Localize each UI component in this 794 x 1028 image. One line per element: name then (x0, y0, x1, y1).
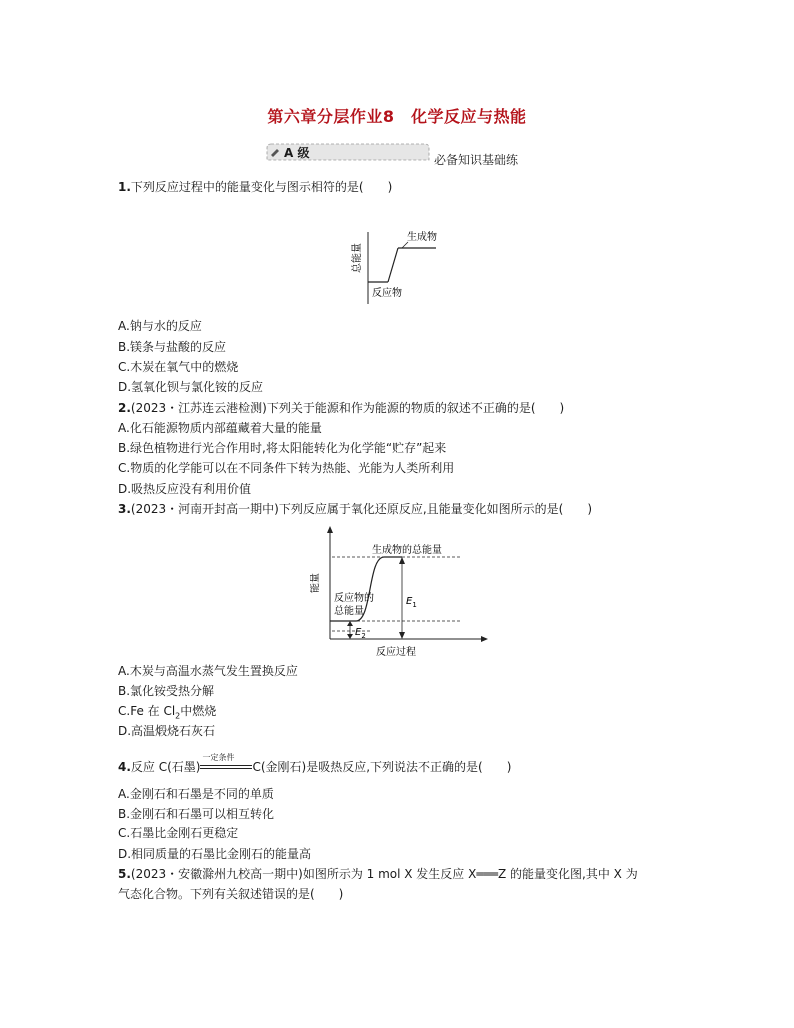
q3-option-b: B.氯化铵受热分解 (118, 684, 215, 698)
question-2 (118, 400, 564, 416)
question-number: 1. (118, 180, 131, 194)
question-stem: 下列反应过程中的能量变化与图示相符的是( ) (130, 180, 393, 194)
x-axis-label: 反应过程 (376, 647, 416, 658)
question-stem: (2023・河南开封高一期中)下列反应属于氧化还原反应,且能量变化如图所示的是( ) (130, 502, 593, 516)
q1-option-b: B.镁条与盐酸的反应 (118, 340, 227, 354)
q3-energy-diagram (310, 525, 490, 661)
y-axis-label: 总能量 (352, 243, 363, 273)
question-stem: (2023・江苏连云港检测)下列关于能源和作为能源的物质的叙述不正确的是( ) (130, 401, 565, 415)
y-axis-label: 能量 (310, 573, 321, 593)
condition-label: 一定条件 (202, 753, 235, 762)
question-3 (118, 501, 592, 517)
question-number: 2. (118, 401, 131, 415)
level-label: A 级 (284, 146, 310, 160)
q4-option-b: B.金刚石和石墨可以相互转化 (118, 807, 275, 821)
e2-label: $E_2$ (355, 627, 366, 640)
q4-option-a: A.金刚石和石墨是不同的单质 (118, 787, 274, 801)
q1-option-a: A.钠与水的反应 (118, 319, 202, 333)
q2-option-b: B.绿色植物进行光合作用时,将太阳能转化为化学能“贮存”起来 (118, 441, 447, 455)
transition-line (388, 248, 398, 282)
q4-option-d: D.相同质量的石墨比金刚石的能量高 (118, 847, 312, 861)
product-label: 生成物 (407, 232, 437, 243)
reactant-label: 反应物 (372, 288, 402, 299)
product-energy-label: 生成物的总能量 (372, 545, 442, 556)
q2-option-c: C.物质的化学能可以在不同条件下转为热能、光能为人类所利用 (118, 461, 455, 475)
reactant-energy-label-1: 反应物的 (334, 593, 374, 604)
page-title: 第六章分层作业8 化学反应与热能 (267, 107, 527, 126)
q2-option-d: D.吸热反应没有利用价值 (118, 482, 252, 496)
q3-option-c: C.Fe 在 $Cl_2$中燃烧 (118, 704, 217, 721)
q3-option-d: D.高温煅烧石灰石 (118, 724, 216, 738)
level-subtitle: 必备知识基础练 (434, 153, 519, 167)
question-stem-line1: (2023・安徽滁州九校高一期中)如图所示为 1 mol X 发生反应 X═══Z 的能量变化图,其中 X 为 (130, 867, 638, 881)
question-5-line2: 气态化合物。下列有关叙述错误的是( ) (118, 887, 344, 901)
condition-arrow (200, 753, 252, 775)
q1-energy-diagram (350, 228, 450, 306)
question-number: 3. (118, 502, 131, 516)
question-1 (118, 179, 392, 195)
question-stem-post: C(金刚石)是吸热反应,下列说法不正确的是( ) (252, 760, 512, 774)
question-number: 5. (118, 867, 131, 881)
q1-option-d: D.氢氧化钡与氯化铵的反应 (118, 380, 264, 394)
question-5 (118, 866, 638, 882)
question-stem-pre: 反应 C(石墨) (130, 760, 201, 774)
q3-option-a: A.木炭与高温水蒸气发生置换反应 (118, 664, 298, 678)
question-number: 4. (118, 760, 131, 774)
question-4 (118, 753, 512, 775)
e1-label: $E_1$ (406, 596, 417, 609)
reactant-energy-label-2: 总能量 (334, 606, 364, 617)
q1-option-c: C.木炭在氧气中的燃烧 (118, 360, 239, 374)
q4-option-c: C.石墨比金刚石更稳定 (118, 826, 239, 840)
q2-option-a: A.化石能源物质内部蕴藏着大量的能量 (118, 421, 322, 435)
level-banner (265, 143, 430, 161)
